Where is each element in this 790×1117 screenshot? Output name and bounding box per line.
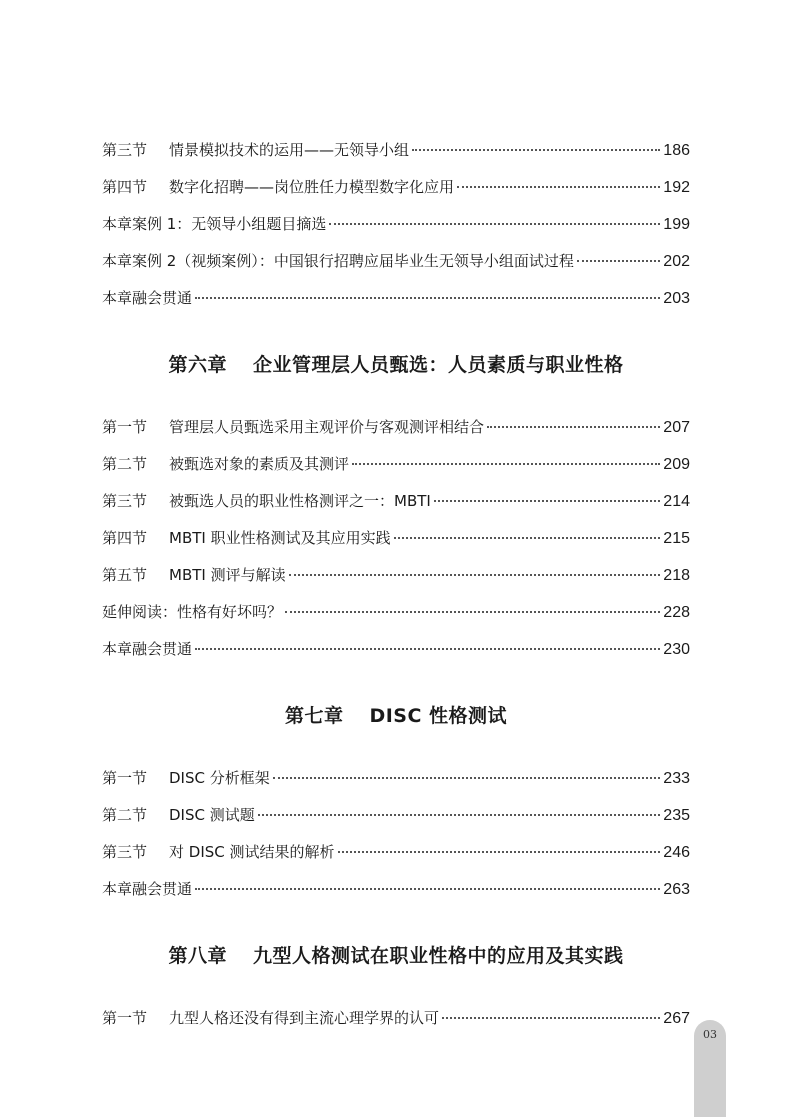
toc-entry[interactable] [102,483,690,520]
dot-leader [577,259,660,262]
entry-page: 228 [663,604,690,621]
dot-leader [434,499,660,502]
entry-title: 被甄选对象的素质及其测评 [169,455,350,473]
chapter-heading[interactable] [102,690,690,742]
entry-page: 218 [663,567,690,584]
toc-entry[interactable] [102,520,690,557]
dot-leader [352,462,660,465]
dot-leader [195,296,660,299]
entry-number: 第一节 [102,418,148,436]
entry-title: 本章案例 2（视频案例）：中国银行招聘应届毕业生无领导小组面试过程 [102,252,574,270]
entry-number: 第五节 [102,566,148,584]
toc-entry[interactable] [102,132,690,169]
entry-number: 第四节 [102,529,148,547]
dot-leader [195,647,660,650]
chapter-title: DISC 性格测试 [369,705,508,727]
entry-page: 235 [663,807,690,824]
entry-title: 对 DISC 测试结果的解析 [169,843,335,861]
toc-entry[interactable] [102,409,690,446]
chapter-number: 第八章 [168,945,227,967]
chapter-heading[interactable] [102,930,690,982]
dot-leader [329,222,660,225]
chapter-number: 第六章 [168,354,227,376]
entry-label [102,871,192,908]
entry-page: 203 [663,290,690,307]
entry-title: 管理层人员甄选采用主观评价与客观测评相结合 [169,418,485,436]
dot-leader [289,573,661,576]
entry-label [102,483,431,520]
entry-label [102,520,391,557]
toc-entry[interactable] [102,206,690,243]
entry-label [102,797,255,834]
entry-number: 第三节 [102,141,148,159]
entry-page: 230 [663,641,690,658]
entry-title: 延伸阅读：性格有好坏吗？ [102,603,283,621]
chapter-number: 第七章 [284,705,344,727]
entry-title: 数字化招聘——岗位胜任力模型数字化应用 [169,178,455,196]
dot-leader [442,1016,660,1019]
entry-label [102,1000,439,1037]
dot-leader [273,776,661,779]
toc-entry[interactable] [102,557,690,594]
toc-entry[interactable] [102,1000,690,1037]
entry-page: 267 [663,1010,690,1027]
toc-entry[interactable] [102,594,690,631]
chapter-title: 企业管理层人员甄选：人员素质与职业性格 [253,354,624,376]
entry-label [102,132,409,169]
entry-number: 第四节 [102,178,148,196]
page-number-tab [694,1020,726,1117]
toc-entry[interactable] [102,446,690,483]
toc-entry[interactable] [102,760,690,797]
entry-label [102,409,484,446]
toc-entry[interactable] [102,797,690,834]
toc-entry[interactable] [102,280,690,317]
entry-number: 第二节 [102,455,148,473]
dot-leader [258,813,661,816]
entry-title: 本章融会贯通 [102,289,193,307]
toc-entry[interactable] [102,871,690,908]
table-of-contents [102,132,690,1037]
entry-label [102,446,349,483]
entry-title: DISC 分析框架 [169,769,270,787]
entry-number: 第一节 [102,769,148,787]
entry-label [102,280,192,317]
dot-leader [457,185,660,188]
dot-leader [487,425,660,428]
entry-label [102,834,335,871]
toc-entry[interactable] [102,169,690,206]
page-number: 03 [703,1028,717,1041]
entry-label [102,243,574,280]
entry-number: 第二节 [102,806,148,824]
dot-leader [412,148,660,151]
entry-page: 209 [663,456,690,473]
entry-page: 207 [663,419,690,436]
toc-entry[interactable] [102,243,690,280]
entry-title: 九型人格还没有得到主流心理学界的认可 [169,1009,440,1027]
chapter-title: 九型人格测试在职业性格中的应用及其实践 [253,945,624,967]
entry-title: 本章融会贯通 [102,640,193,658]
dot-leader [285,610,660,613]
entry-page: 263 [663,881,690,898]
entry-number: 第三节 [102,492,148,510]
entry-title: 本章案例 1：无领导小组题目摘选 [102,215,327,233]
entry-page: 186 [663,142,690,159]
entry-page: 199 [663,216,690,233]
entry-label [102,760,270,797]
chapter-heading[interactable] [102,339,690,391]
entry-label [102,631,192,668]
entry-title: 情景模拟技术的运用——无领导小组 [169,141,410,159]
entry-title: MBTI 职业性格测试及其应用实践 [169,529,391,547]
dot-leader [338,850,661,853]
entry-number: 第三节 [102,843,148,861]
entry-page: 202 [663,253,690,270]
entry-page: 192 [663,179,690,196]
entry-title: 本章融会贯通 [102,880,193,898]
entry-number: 第一节 [102,1009,148,1027]
entry-title: DISC 测试题 [169,806,255,824]
toc-entry[interactable] [102,631,690,668]
dot-leader [195,887,660,890]
entry-label [102,557,286,594]
dot-leader [394,536,661,539]
entry-label [102,594,282,631]
entry-label [102,169,454,206]
entry-label [102,206,326,243]
entry-title: MBTI 测评与解读 [169,566,286,584]
entry-title: 被甄选人员的职业性格测评之一：MBTI [169,492,431,510]
toc-entry[interactable] [102,834,690,871]
entry-page: 215 [663,530,690,547]
entry-page: 246 [663,844,690,861]
entry-page: 233 [663,770,690,787]
entry-page: 214 [663,493,690,510]
